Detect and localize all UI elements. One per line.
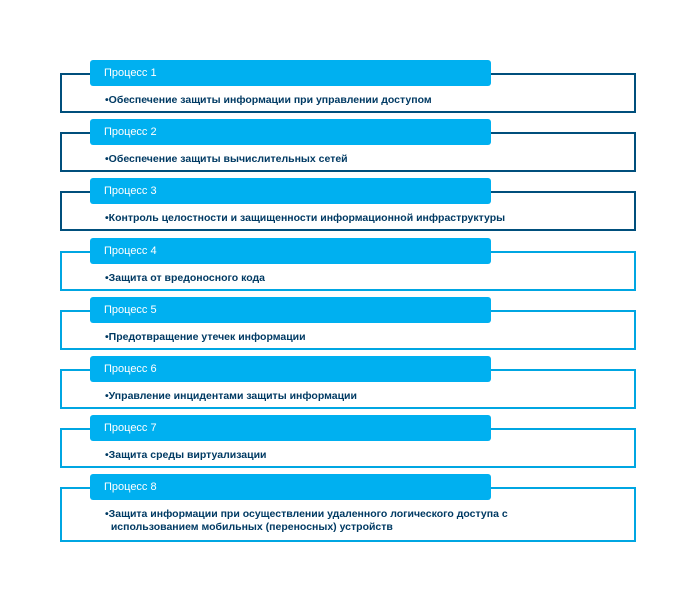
process-tab-5: Процесс 5 <box>90 297 491 323</box>
process-tab-4: Процесс 4 <box>90 238 491 264</box>
process-tab-1: Процесс 1 <box>90 60 491 86</box>
process-description-2: •Обеспечение защиты вычислительных сетей <box>105 153 348 165</box>
process-description-8: •Защита информации при осуществлении удаленного логического доступа с использованием мобильных (переносных) устройств <box>105 508 508 533</box>
process-description-1: •Обеспечение защиты информации при управлении доступом <box>105 94 432 106</box>
process-description-5: •Предотвращение утечек информации <box>105 331 306 343</box>
process-description-4: •Защита от вредоносного кода <box>105 272 265 284</box>
process-tab-2: Процесс 2 <box>90 119 491 145</box>
process-tab-3: Процесс 3 <box>90 178 491 204</box>
process-tab-6: Процесс 6 <box>90 356 491 382</box>
process-description-7: •Защита среды виртуализации <box>105 449 267 461</box>
process-tab-8: Процесс 8 <box>90 474 491 500</box>
process-description-6: •Управление инцидентами защиты информации <box>105 390 357 402</box>
process-tab-7: Процесс 7 <box>90 415 491 441</box>
process-description-3: •Контроль целостности и защищенности информационной инфраструктуры <box>105 212 506 224</box>
